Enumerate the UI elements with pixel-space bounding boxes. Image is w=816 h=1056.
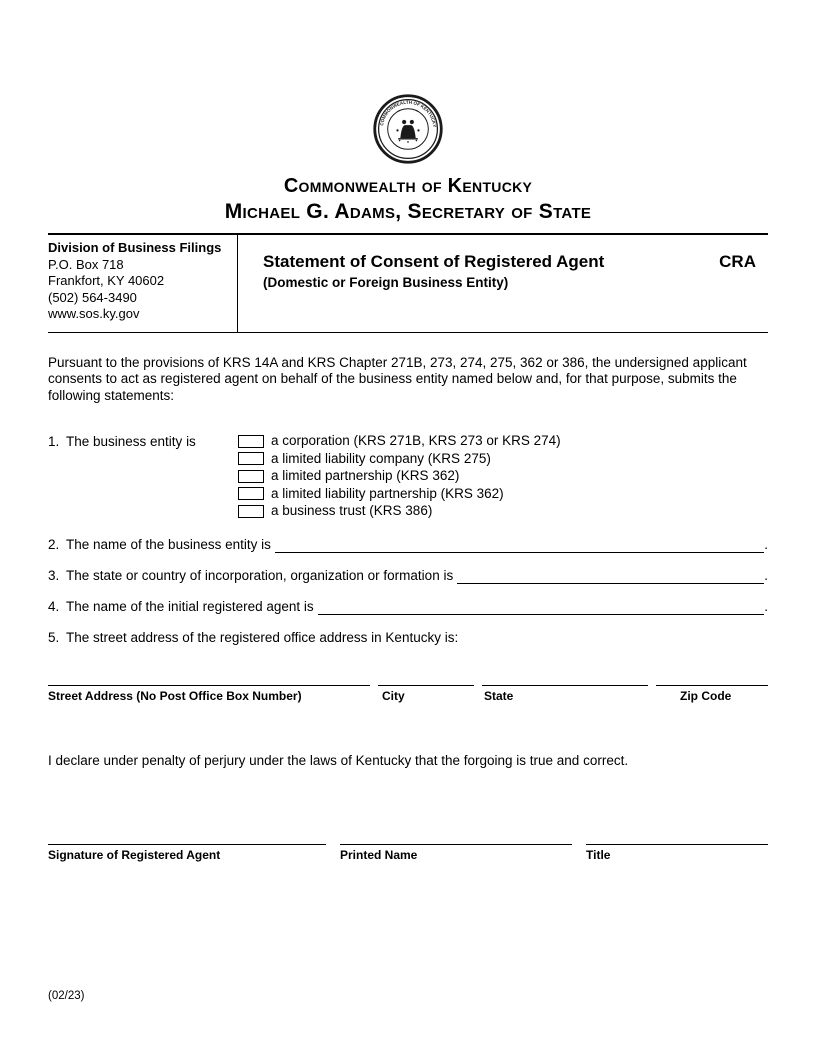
form-code: CRA [719,252,756,271]
option-row-llp [238,487,768,501]
printed-name-label: Printed Name [340,847,418,862]
commonwealth-heading: Commonwealth of Kentucky [283,175,533,197]
option-label-corporation: a corporation (KRS 271B, KRS 273 or KRS 274) [271,433,561,448]
city-label: City [382,688,405,703]
item-2-period: . [764,536,768,552]
option-row-business-trust [238,504,768,518]
item-5-number: 5. [48,629,60,645]
checkbox-llp[interactable] [238,487,264,500]
intro-paragraph: Pursuant to the provisions of KRS 14A and KRS Chapter 271B, 273, 274, 275, 362 or 386, the undersigned applicant consents to act as registered agent on behalf of the business entity named below and, for that purpose, submits the following statements: [48,354,747,403]
form-subtitle: (Domestic or Foreign Business Entity) [263,275,509,290]
division-phone: (502) 564-3490 [48,289,137,305]
item-3-period: . [764,567,768,583]
signature-label: Signature of Registered Agent [48,847,221,862]
state-label: State [484,688,514,703]
item-1-number: 1. [48,434,60,449]
item-2-number: 2. [48,536,60,552]
secretary-of-state-heading: Michael G. Adams, Secretary of State [224,200,592,223]
signature-field[interactable] [48,831,326,845]
option-label-llc: a limited liability company (KRS 275) [271,450,491,466]
option-label-business-trust: a business trust (KRS 386) [271,503,433,518]
checkbox-llc[interactable] [238,452,264,465]
street-address-label: Street Address (No Post Office Box Number) [48,688,302,703]
seal-container [48,0,768,168]
signature-fields-row [48,831,768,862]
form-title: Statement of Consent of Registered Agent [263,252,605,271]
item-1-label: The business entity is [66,434,196,449]
state-country-field[interactable] [457,569,764,584]
item-4-number: 4. [48,598,60,614]
item-4-label: The name of the initial registered agent is [66,598,314,614]
item-3-state-country [48,568,768,584]
item-3-label: The state or country of incorporation, organization or formation is [66,567,454,583]
business-entity-name-field[interactable] [275,538,764,553]
item-5-street-address [48,630,768,646]
item-1-business-entity-type [48,434,768,522]
form-revision-date: (02/23) [48,990,85,1002]
division-city-state-zip: Frankfort, KY 40602 [48,273,165,288]
title-field[interactable] [586,831,768,845]
address-fields-row [48,672,768,703]
zip-code-label: Zip Code [680,688,732,703]
item-2-business-entity-name [48,537,768,553]
title-label: Title [586,847,611,862]
option-row-limited-partnership [238,469,768,483]
street-address-field[interactable] [48,672,370,686]
checkbox-limited-partnership[interactable] [238,470,264,483]
form-header-box [48,233,768,333]
city-field[interactable] [378,672,474,686]
kentucky-state-seal-icon [373,94,443,164]
printed-name-field[interactable] [340,831,572,845]
checkbox-business-trust[interactable] [238,505,264,518]
division-info-block [48,235,238,332]
item-3-number: 3. [48,567,60,583]
item-2-label: The name of the business entity is [66,536,271,552]
division-website: www.sos.ky.gov [48,306,140,321]
state-field[interactable] [482,672,648,686]
seal-arc-text: COMMONWEALTH OF KENTUCKY [379,99,438,128]
item-4-registered-agent-name [48,599,768,615]
zip-code-field[interactable] [656,672,768,686]
form-title-block [238,235,768,332]
option-row-corporation [238,434,768,448]
option-row-llc [238,452,768,466]
checkbox-corporation[interactable] [238,435,264,448]
item-5-label: The street address of the registered office address in Kentucky is: [66,629,459,645]
registered-agent-name-field[interactable] [318,600,765,615]
division-name: Division of Business Filings [48,240,222,255]
entity-type-options [238,434,768,522]
option-label-limited-partnership: a limited partnership (KRS 362) [271,468,460,483]
perjury-declaration: I declare under penalty of perjury under the laws of Kentucky that the forgoing is true and correct. [48,752,629,768]
option-label-llp: a limited liability partnership (KRS 362) [271,485,504,501]
item-4-period: . [764,598,768,614]
division-po-box: P.O. Box 718 [48,256,124,272]
